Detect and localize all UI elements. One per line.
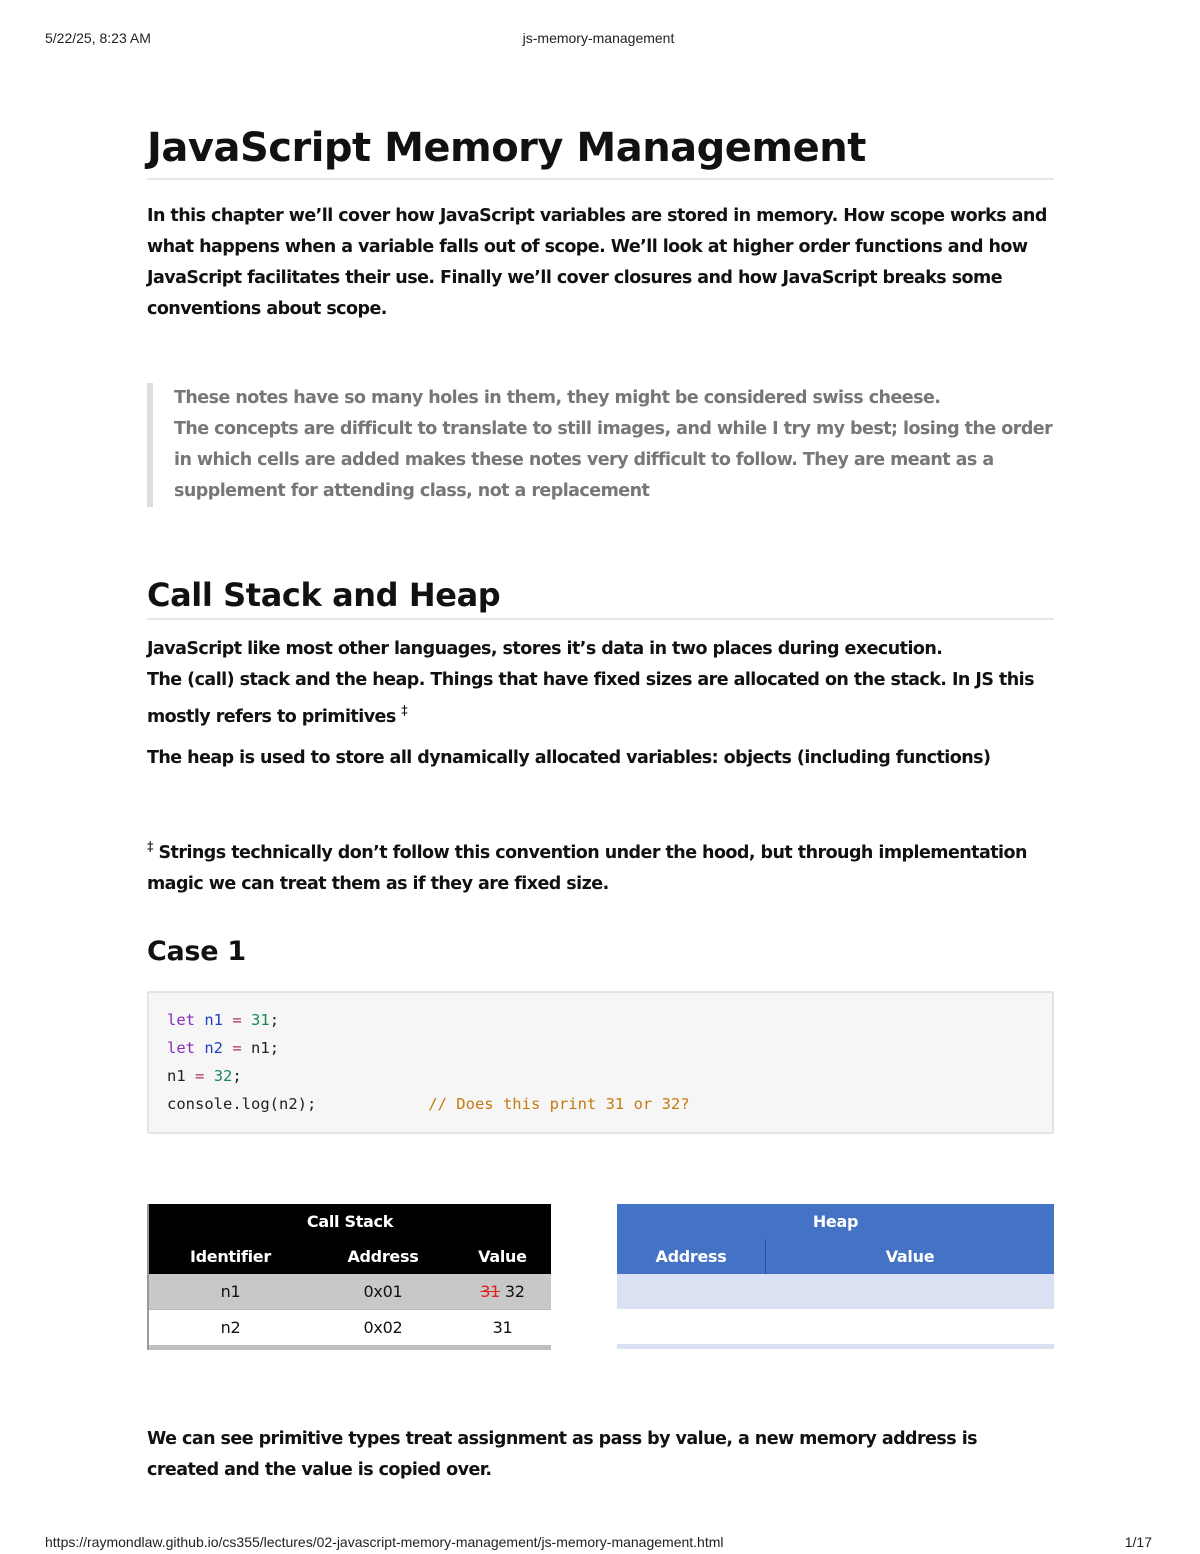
stack-heap-line-2: The (call) stack and the heap. Things that have fixed sizes are allocated on the stack. In JS this mostly refers to primitives [147,670,1034,727]
table-bottom-border [617,1344,1054,1349]
code-number: 31 [251,1011,270,1029]
code-text: console.log(n2); [167,1095,317,1113]
code-operator: = [195,1067,205,1085]
table-bottom-border [148,1345,551,1350]
code-text: n1; [251,1039,280,1057]
col-value: Value [454,1239,551,1274]
code-variable: n2 [204,1039,224,1057]
cell-value: 31 [454,1310,551,1346]
code-keyword: let [167,1011,195,1029]
page-number: 1/17 [1124,1534,1152,1550]
heap-empty-cell [617,1274,766,1309]
footnote-text: Strings technically don’t follow this convention under the hood, but through implementation magic we can treat them as if they are fixed size. [147,843,1027,894]
call-stack-table [147,1204,551,1350]
cell-new-value: 32 [504,1282,525,1301]
call-stack-title: Call Stack [148,1204,551,1239]
cell-identifier: n2 [148,1310,312,1346]
cell-address: 0x01 [312,1274,454,1310]
cell-value [454,1274,551,1310]
code-comment: // Does this print 31 or 32? [428,1095,690,1113]
code-keyword: let [167,1039,195,1057]
page-title: JavaScript Memory Management [147,120,1054,180]
col-address: Address [312,1239,454,1274]
print-footer [45,1534,1152,1554]
print-url: https://raymondlaw.github.io/cs355/lectures/02-javascript-memory-management/js-memory-management.html [45,1534,724,1550]
heap-table [617,1204,1054,1349]
heap-paragraph: The heap is used to store all dynamically allocated variables: objects (including functions) [147,748,991,768]
case-1-heading: Case 1 [147,936,246,967]
stack-heap-paragraph [147,634,1054,733]
heap-empty-cell [617,1309,766,1344]
table-row [617,1309,1054,1344]
code-line-1 [167,1011,279,1029]
code-punct: ; [269,1011,280,1029]
heap-col-address: Address [617,1239,766,1274]
section-heading-call-stack-heap: Call Stack and Heap [147,573,1054,620]
notes-disclaimer [147,383,1054,507]
footnote-marker: ‡ [401,704,408,719]
quote-line-2: The concepts are difficult to translate to still images, and while I try my best; losing the order in which cells are added makes these notes very difficult to follow. They are meant as a supplement for attending class, not a replacement [174,419,1053,501]
memory-tables [147,1204,1054,1354]
footnote [147,832,1054,900]
table-row [617,1274,1054,1309]
print-title: js-memory-management [522,30,675,46]
print-date: 5/22/25, 8:23 AM [45,30,151,46]
code-operator: = [232,1011,242,1029]
code-block [147,991,1054,1134]
heap-title: Heap [617,1204,1054,1239]
table-row [148,1310,551,1346]
stack-heap-line-1: JavaScript like most other languages, stores it’s data in two places during execution. [147,639,943,659]
footnote-dagger: ‡ [147,840,153,855]
code-text: n1 [167,1067,186,1085]
heap-col-value: Value [766,1239,1055,1274]
intro-paragraph: In this chapter we’ll cover how JavaScript variables are stored in memory. How scope works and what happens when a variable falls out of scope. We’ll look at higher order functions and how JavaScript facilitates their use. Finally we’ll cover closures and how JavaScript breaks some conventions about scope. [147,206,1047,319]
heap-empty-cell [766,1309,1055,1344]
article [147,120,1054,1486]
cell-address: 0x02 [312,1310,454,1346]
col-identifier: Identifier [148,1239,312,1274]
quote-line-1: These notes have so many holes in them, they might be considered swiss cheese. [174,388,941,408]
cell-identifier: n1 [148,1274,312,1310]
code-variable: n1 [204,1011,224,1029]
code-line-4 [167,1095,690,1113]
code-number: 32 [213,1067,233,1085]
print-header [45,30,1152,50]
code-line-2 [167,1039,279,1057]
code-line-3 [167,1067,242,1085]
cell-old-value: 31 [480,1282,501,1301]
code-punct: ; [232,1067,242,1085]
code-operator: = [232,1039,242,1057]
table-row [148,1274,551,1310]
conclusion-paragraph: We can see primitive types treat assignment as pass by value, a new memory address is created and the value is copied over. [147,1429,978,1480]
heap-empty-cell [766,1274,1055,1309]
